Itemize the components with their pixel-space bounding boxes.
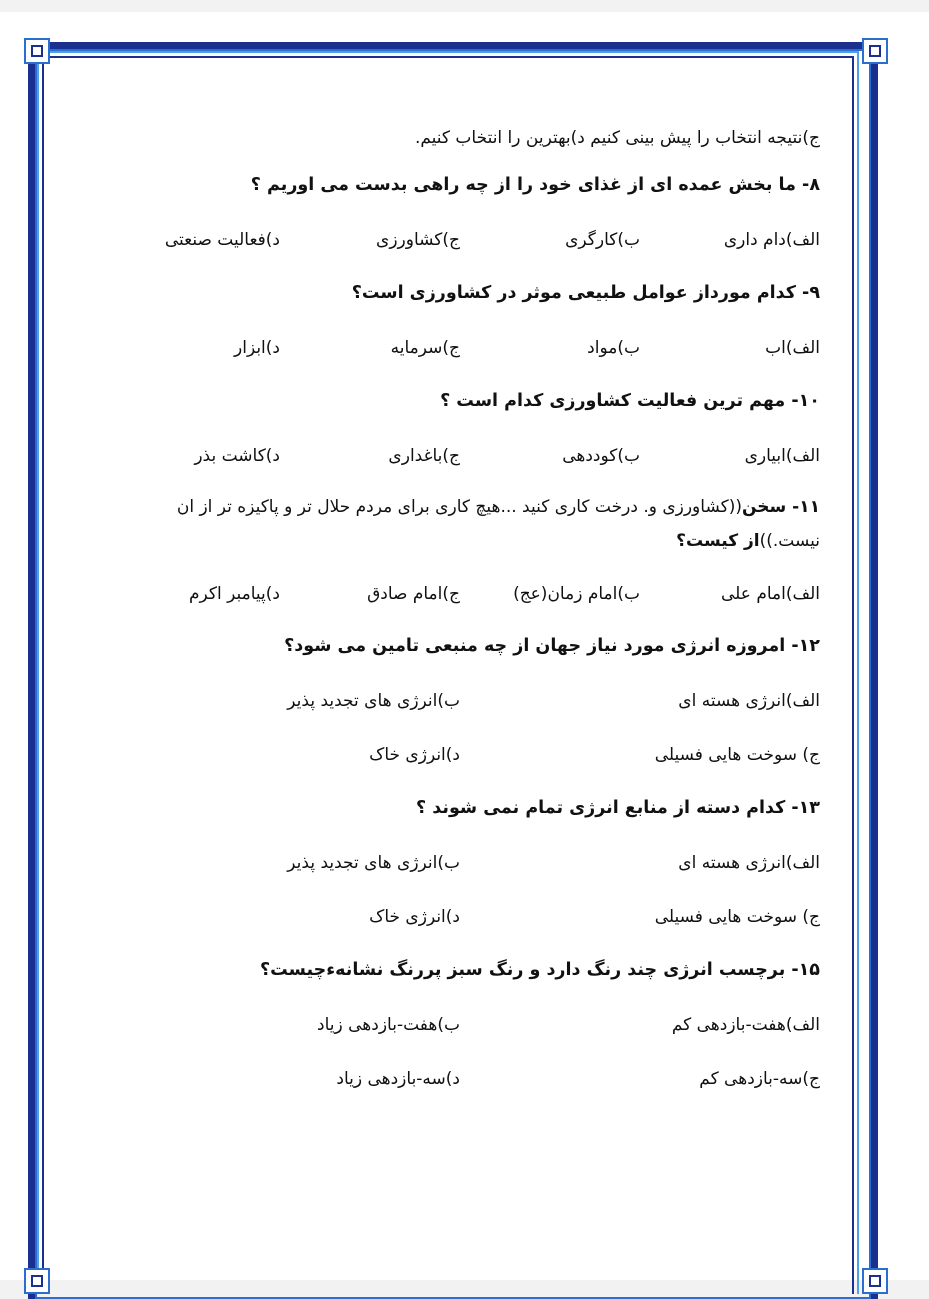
option-d: د)فعالیت صنعتی — [164, 230, 280, 250]
option-c: ج)امام صادق — [367, 584, 460, 604]
option-b: ب)امام زمان(عج) — [513, 584, 640, 604]
option-a: الف)امام علی — [720, 584, 820, 604]
option-c: ج)سرمایه — [390, 338, 460, 358]
option-b: ب)انرژی های تجدید پذیر — [287, 691, 460, 711]
option-a: الف)اب — [765, 338, 820, 358]
option-d: د)انرژی خاک — [369, 907, 460, 927]
question-15-options-row2 — [100, 1065, 820, 1093]
option-c: ج)کشاورزی — [376, 230, 460, 250]
exam-page — [0, 12, 929, 1280]
option-a: الف)انرژی هسته ای — [678, 853, 820, 873]
question-8: ۸- ما بخش عمده ای از غذای خود را از چه راهی بدست می اوریم ؟ — [250, 175, 820, 195]
question-13-options-row2 — [100, 903, 820, 931]
question-11-options — [100, 580, 820, 608]
option-d: د)ابزار — [234, 338, 280, 358]
question-8-options — [100, 226, 820, 254]
option-a: الف)انرژی هسته ای — [678, 691, 820, 711]
question-11 — [100, 490, 820, 558]
option-a: الف)دام داری — [723, 230, 820, 250]
question-10: ۱۰- مهم ترین فعالیت کشاورزی کدام است ؟ — [440, 391, 820, 411]
option-c: ج) سوخت هایی فسیلی — [654, 907, 820, 927]
option-d: د)سه-بازدهی زیاد — [336, 1069, 460, 1089]
option-d: د)پیامبر اکرم — [189, 584, 280, 604]
option-b: ب)هفت-بازدهی زیاد — [317, 1015, 460, 1035]
option-d: د)کاشت بذر — [194, 446, 280, 466]
option-d: د)انرژی خاک — [369, 745, 460, 765]
border-corner-ornament — [862, 1268, 888, 1294]
question-9: ۹- کدام مورداز عوامل طبیعی موثر در کشاورزی است؟ — [351, 283, 820, 303]
question-11-quote: ((کشاورزی و. درخت کاری کنید ...هیچ کاری برای مردم حلال تر و پاکیزه تر از ان نیست.)) — [176, 497, 820, 551]
question-12: ۱۲- امروزه انرژی مورد نیاز جهان از چه منبعی تامین می شود؟ — [284, 636, 820, 656]
option-b: ب)کوددهی — [562, 446, 640, 466]
border-corner-ornament — [24, 38, 50, 64]
option-c: ج)سه-بازدهی کم — [699, 1069, 820, 1089]
option-c: ج)باغداری — [388, 446, 460, 466]
question-11-number: ۱۱- سخن — [741, 497, 820, 517]
exam-content — [100, 124, 820, 1093]
option-b: ب)کارگری — [565, 230, 640, 250]
question-13-options-row1 — [100, 849, 820, 877]
option-b: ب)مواد — [587, 338, 640, 358]
question-11-tail: از کیست؟ — [676, 531, 760, 551]
border-corner-ornament — [24, 1268, 50, 1294]
previous-question-options: ج)نتیجه انتخاب را پیش بینی کنیم د)بهترین را انتخاب کنیم. — [414, 128, 820, 148]
option-a: الف)ابیاری — [744, 446, 820, 466]
option-b: ب)انرژی های تجدید پذیر — [287, 853, 460, 873]
question-12-options-row2 — [100, 741, 820, 769]
question-15-options-row1 — [100, 1011, 820, 1039]
question-13: ۱۳- کدام دسته از منابع انرژی تمام نمی شوند ؟ — [416, 798, 820, 818]
border-corner-ornament — [862, 38, 888, 64]
question-10-options — [100, 442, 820, 470]
option-c: ج) سوخت هایی فسیلی — [654, 745, 820, 765]
question-15: ۱۵- برچسب انرژی چند رنگ دارد و رنگ سبز پررنگ نشانهءچیست؟ — [259, 960, 820, 980]
question-12-options-row1 — [100, 687, 820, 715]
question-9-options — [100, 334, 820, 362]
option-a: الف)هفت-بازدهی کم — [671, 1015, 820, 1035]
